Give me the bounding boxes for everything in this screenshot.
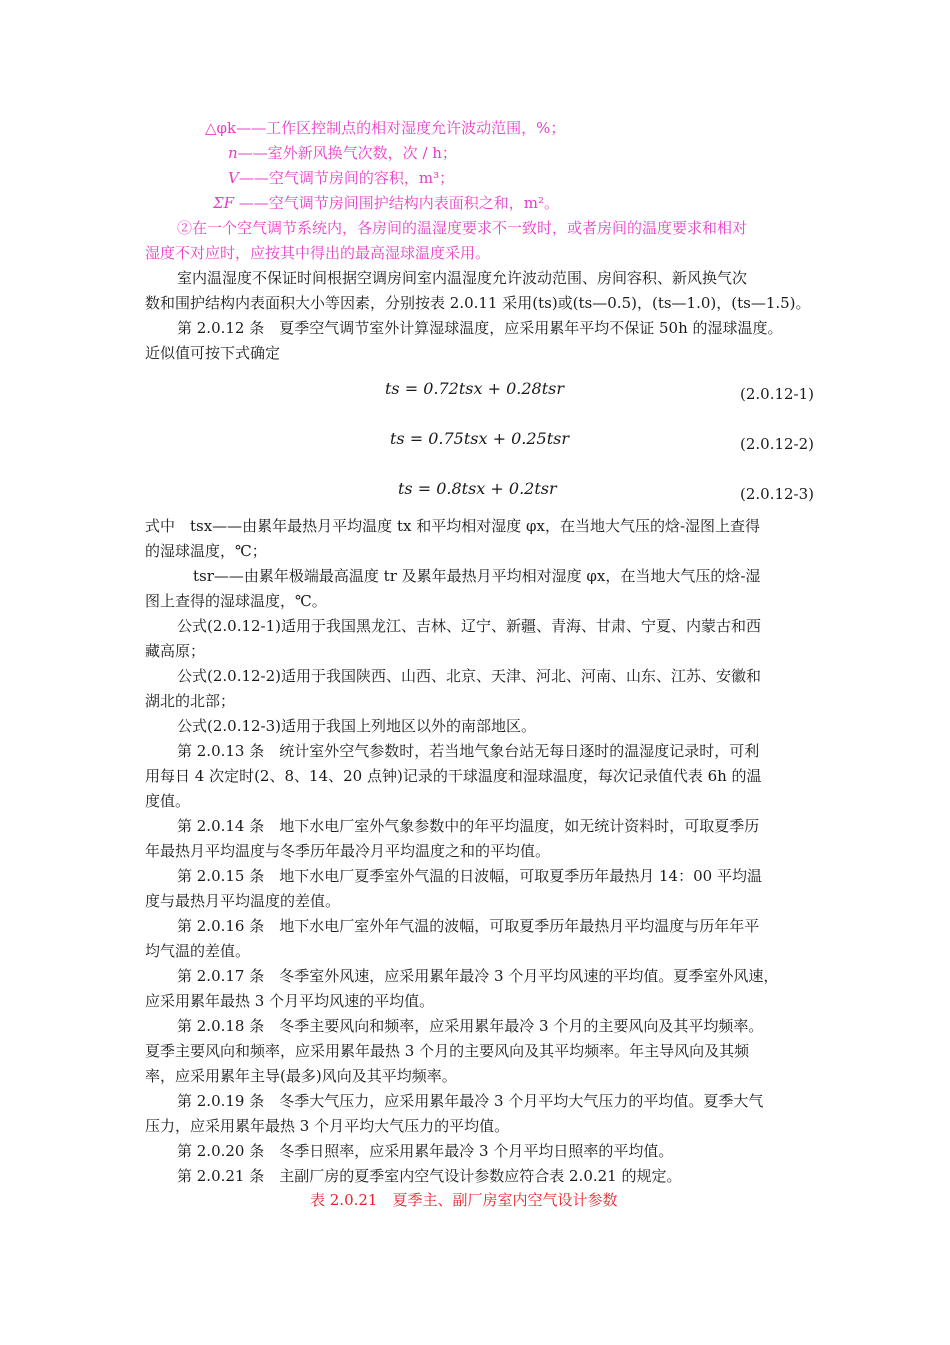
article-line: 均气温的差值。 (145, 942, 251, 960)
equation-2-number: (2.0.12-2) (740, 435, 815, 453)
applicability-line: 公式(2.0.12-3)适用于我国上列地区以外的南部地区。 (177, 717, 537, 735)
where-line-3: tsr——由累年极端最高温度 tr 及累年最热月平均相对湿度 φx，在当地大气压的焓-湿 (193, 567, 761, 585)
definition-n: n——室外新风换气次数，次 / h； (228, 144, 457, 162)
article-line: 压力，应采用累年最热 3 个月平均大气压力的平均值。 (145, 1117, 510, 1135)
article-line: 应采用累年最热 3 个月平均风速的平均值。 (145, 992, 435, 1010)
note-2-line-2: 湿度不对应时，应按其中得出的最高湿球温度采用。 (145, 244, 491, 262)
article-line: 第 2.0.18 条 冬季主要风向和频率，应采用累年最冷 3 个月的主要风向及其平均频率。 (177, 1017, 764, 1035)
paragraph-line: 数和围护结构内表面积大小等因素，分别按表 2.0.11 采用(ts)或(ts—0.5)，(ts—1.0)，(ts—1.5)。 (145, 294, 811, 312)
applicability-line: 藏高原； (145, 642, 206, 660)
article-line: 第 2.0.17 条 冬季室外风速，应采用累年最冷 3 个月平均风速的平均值。夏季室外风速， (177, 967, 779, 985)
article-line: 夏季主要风向和频率，应采用累年最热 3 个月的主要风向及其平均频率。年主导风向及其频 (145, 1042, 750, 1060)
article-line: 第 2.0.20 条 冬季日照率，应采用累年最冷 3 个月平均日照率的平均值。 (177, 1142, 674, 1160)
article-line: 第 2.0.16 条 地下水电厂室外年气温的波幅，可取夏季历年最热月平均温度与历年年平 (177, 917, 760, 935)
equation-3-number: (2.0.12-3) (740, 485, 815, 503)
article-line: 第 2.0.19 条 冬季大气压力，应采用累年最冷 3 个月平均大气压力的平均值。夏季大气 (177, 1092, 764, 1110)
article-2-0-12-line-2: 近似值可按下式确定 (145, 344, 281, 362)
article-line: 用每日 4 次定时(2、8、14、20 点钟)记录的干球温度和湿球温度，每次记录值代表 6h 的温 (145, 767, 762, 785)
where-line-2: 的湿球温度，℃； (145, 542, 267, 560)
applicability-line: 公式(2.0.12-1)适用于我国黑龙江、吉林、辽宁、新疆、青海、甘肃、宁夏、内蒙古和西 (177, 617, 762, 635)
equation-1: ts = 0.72tsx + 0.28tsr (385, 379, 564, 398)
equation-3: ts = 0.8tsx + 0.2tsr (398, 479, 557, 498)
article-line: 度值。 (145, 792, 191, 810)
note-2-line-1: ②在一个空气调节系统内，各房间的温湿度要求不一致时，或者房间的温度要求和相对 (177, 219, 748, 237)
definition-delta-phi: △φk——工作区控制点的相对湿度允许波动范围，%； (205, 119, 566, 137)
article-line: 第 2.0.13 条 统计室外空气参数时，若当地气象台站无每日逐时的温湿度记录时，可利 (177, 742, 760, 760)
article-line: 第 2.0.21 条 主副厂房的夏季室内空气设计参数应符合表 2.0.21 的规定。 (177, 1167, 682, 1185)
where-line-1: 式中 tsx——由累年最热月平均温度 tx 和平均相对湿度 φx，在当地大气压的焓-湿图上查得 (145, 517, 761, 535)
article-line: 年最热月平均温度与冬季历年最冷月平均温度之和的平均值。 (145, 842, 551, 860)
applicability-line: 公式(2.0.12-2)适用于我国陕西、山西、北京、天津、河北、河南、山东、江苏、安徽和 (177, 667, 762, 685)
article-line: 率，应采用累年主导(最多)风向及其平均频率。 (145, 1067, 457, 1085)
article-line: 度与最热月平均温度的差值。 (145, 892, 341, 910)
where-line-4: 图上查得的湿球温度，℃。 (145, 592, 327, 610)
applicability-line: 湖北的北部； (145, 692, 236, 710)
definition-sigma-f: ΣF ——空气调节房间围护结构内表面积之和，m²。 (213, 194, 560, 212)
article-2-0-12-line-1: 第 2.0.12 条 夏季空气调节室外计算湿球温度，应采用累年平均不保证 50h 的湿球温度。 (177, 319, 783, 337)
article-line: 第 2.0.15 条 地下水电厂夏季室外气温的日波幅，可取夏季历年最热月 14：00 平均温 (177, 867, 762, 885)
paragraph-line: 室内温湿度不保证时间根据空调房间室内温湿度允许波动范围、房间容积、新风换气次 (177, 269, 748, 287)
equation-1-number: (2.0.12-1) (740, 385, 815, 403)
table-caption: 表 2.0.21 夏季主、副厂房室内空气设计参数 (310, 1191, 618, 1209)
article-line: 第 2.0.14 条 地下水电厂室外气象参数中的年平均温度，如无统计资料时，可取夏季历 (177, 817, 760, 835)
definition-v: V——空气调节房间的容积，m³； (228, 169, 455, 187)
equation-2: ts = 0.75tsx + 0.25tsr (390, 429, 569, 448)
